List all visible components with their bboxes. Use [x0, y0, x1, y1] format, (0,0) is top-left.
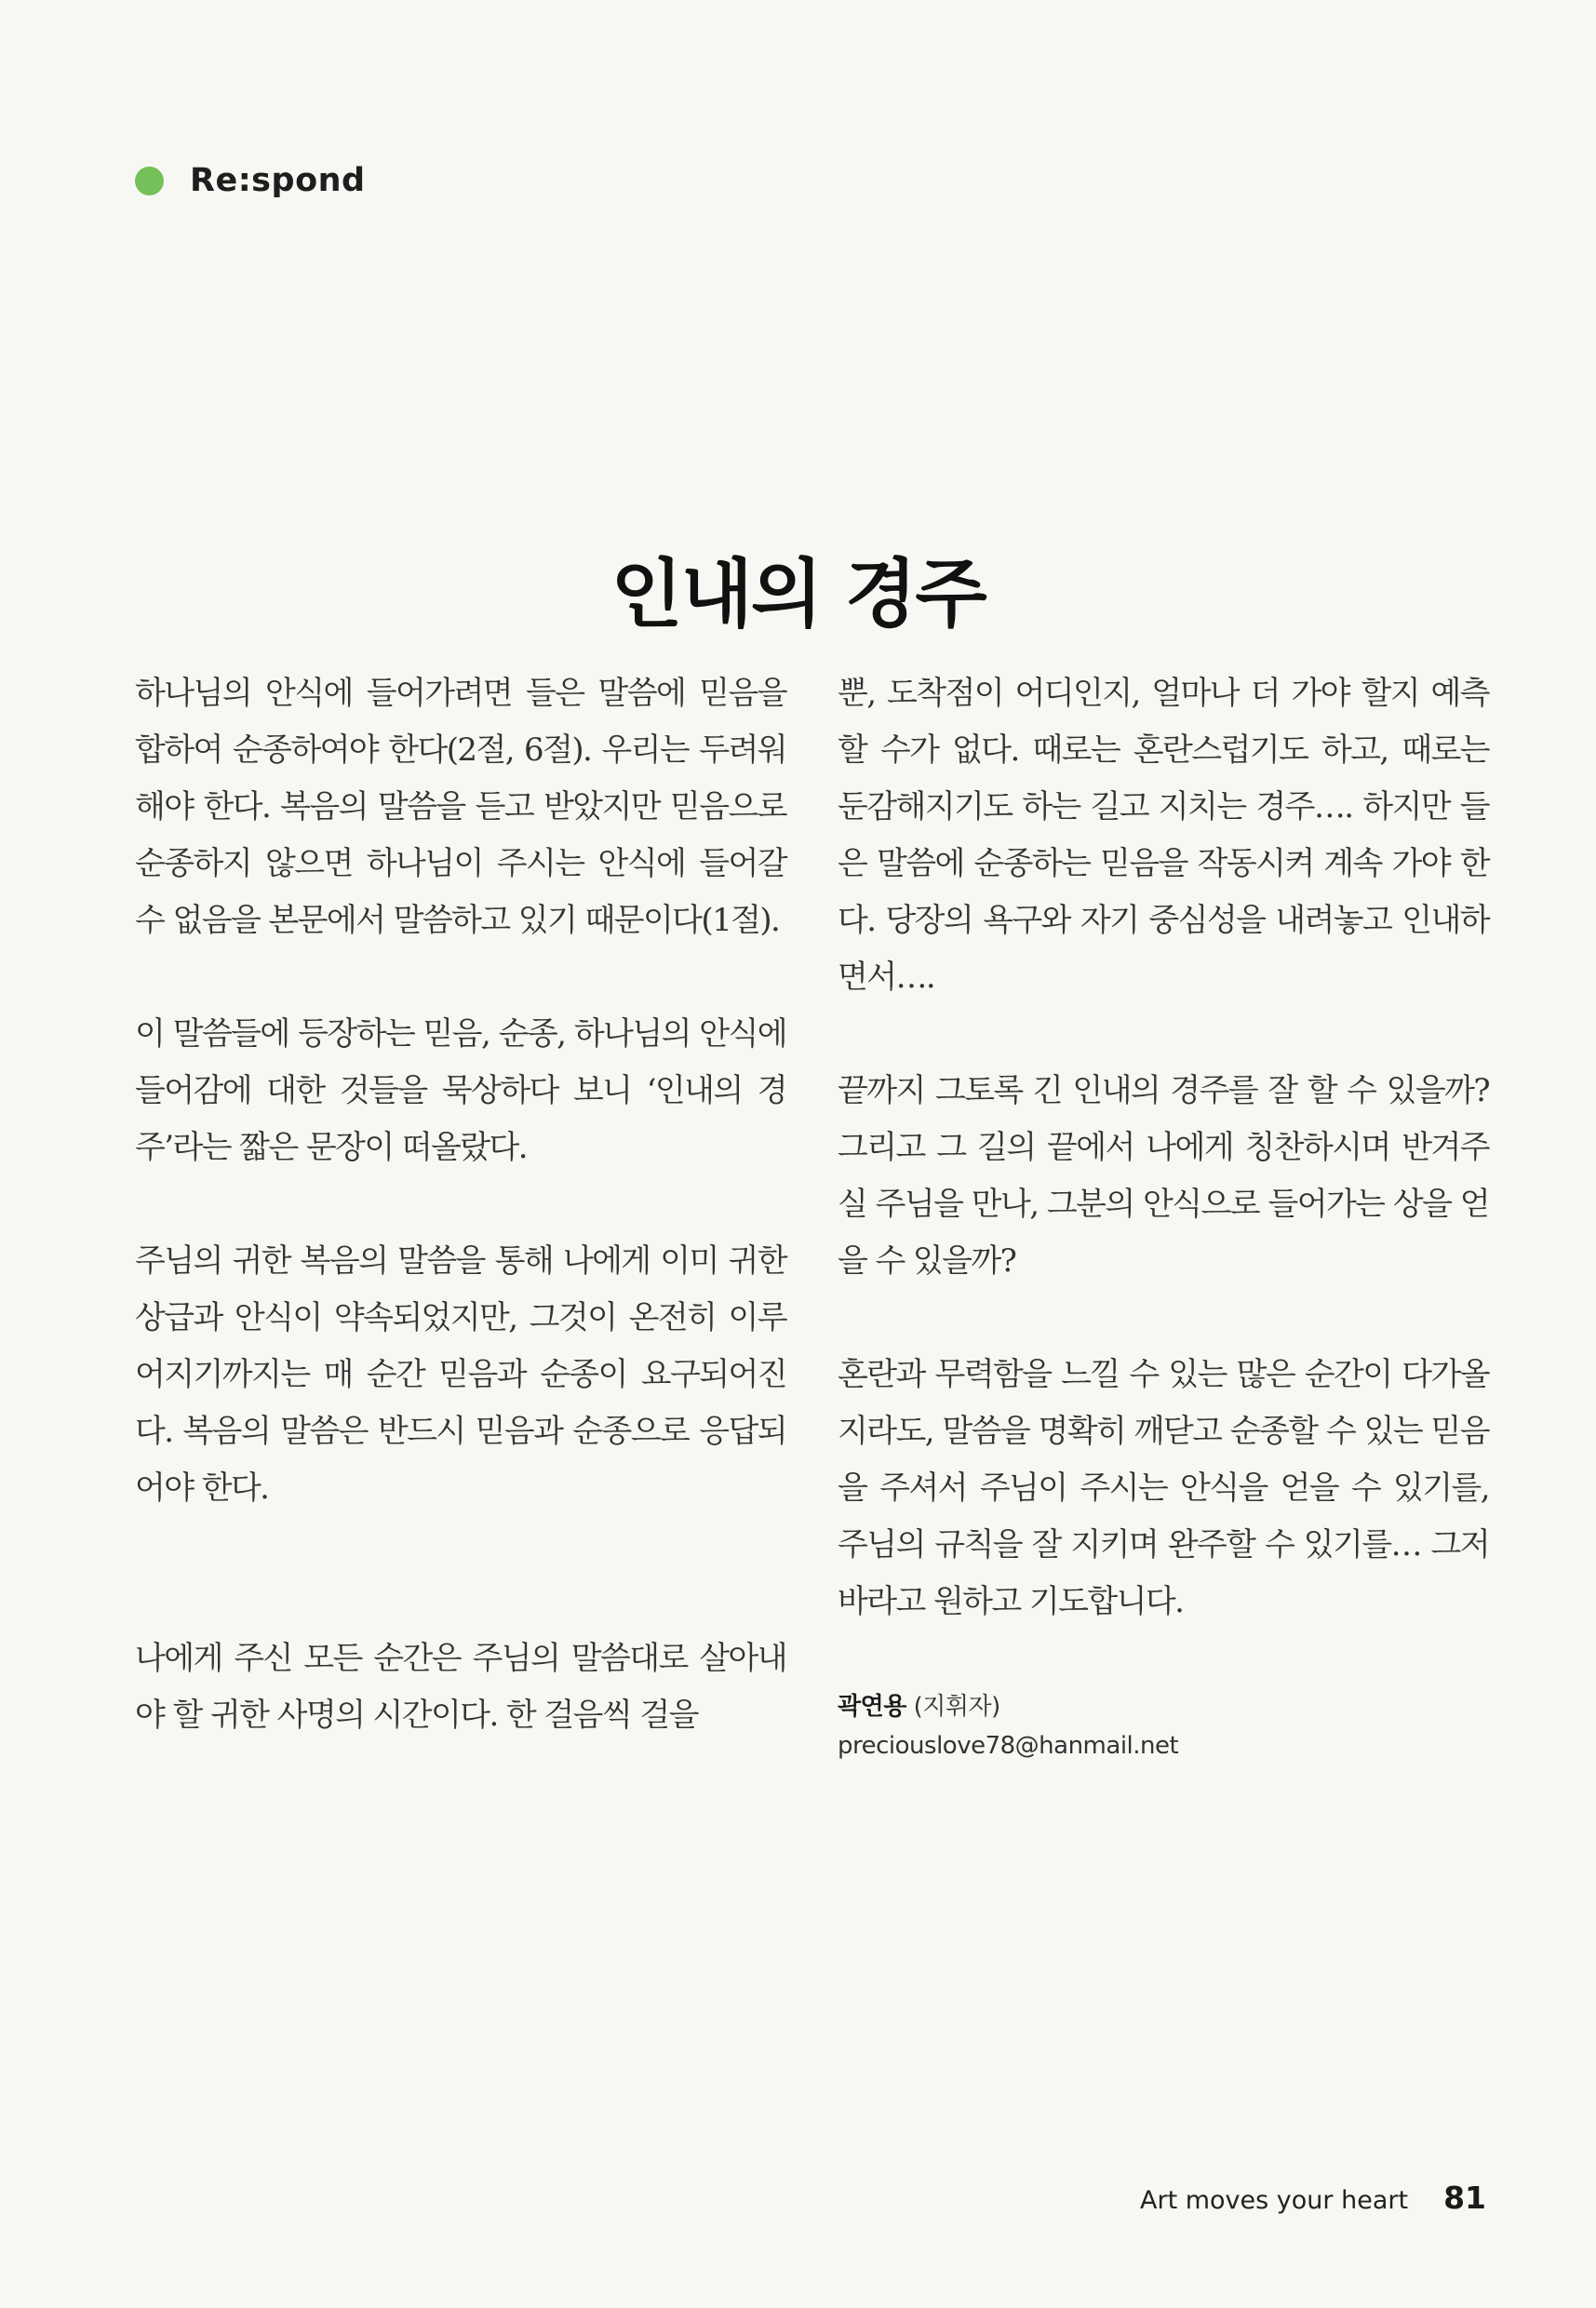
- paragraph: 혼란과 무력함을 느낄 수 있는 많은 순간이 다가올지라도, 말씀을 명확히 깨닫고 순종할 수 있는 믿음을 주셔서 주님이 주시는 안식을 얻을 수 있기를, 주님의 규칙을 잘 지키며 완주할 수 있기를… 그저 바라고 원하고 기도합니다.: [838, 1356, 1489, 1620]
- author-block: [838, 1687, 1489, 1765]
- section-header: [135, 160, 366, 201]
- footer-tagline: Art moves your heart: [1140, 2186, 1409, 2215]
- paragraph: 하나님의 안식에 들어가려면 들은 말씀에 믿음을 합하여 순종하여야 한다(2절, 6절). 우리는 두려워해야 한다. 복음의 말씀을 듣고 받았지만 믿음으로 순종하지 않으면 하나님이 주시는 안식에 들어갈 수 없음을 본문에서 말씀하고 있기 때문이다(1절).: [135, 675, 786, 939]
- right-column: [838, 665, 1489, 1765]
- section-label: Re:spond: [190, 162, 366, 199]
- paragraph: 이 말씀들에 등장하는 믿음, 순종, 하나님의 안식에 들어감에 대한 것들을 묵상하다 보니 ‘인내의 경주’라는 짧은 문장이 떠올랐다.: [135, 1015, 786, 1166]
- section-bullet-icon: [135, 167, 164, 195]
- article-title: 인내의 경주: [610, 549, 986, 637]
- author-name: 곽연용: [838, 1693, 906, 1721]
- author-role: (지휘자): [913, 1693, 1000, 1721]
- paragraph: 뿐, 도착점이 어디인지, 얼마나 더 가야 할지 예측할 수가 없다. 때로는 혼란스럽기도 하고, 때로는 둔감해지기도 하는 길고 지치는 경주…. 하지만 들은 말씀에 순종하는 믿음을 작동시켜 계속 가야 한다. 당장의 욕구와 자기 중심성을 내려놓고 인내하면서….: [838, 675, 1489, 996]
- page-footer: [1140, 2180, 1486, 2216]
- paragraph: 끝까지 그토록 긴 인내의 경주를 잘 할 수 있을까? 그리고 그 길의 끝에서 나에게 칭찬하시며 반겨주실 주님을 만나, 그분의 안식으로 들어가는 상을 얻을 수 있을까?: [838, 1072, 1489, 1280]
- paragraph: 나에게 주신 모든 순간은 주님의 말씀대로 살아내야 할 귀한 사명의 시간이다. 한 걸음씩 걸을: [135, 1640, 786, 1734]
- author-line: [838, 1687, 1489, 1726]
- paragraph: 주님의 귀한 복음의 말씀을 통해 나에게 이미 귀한 상급과 안식이 약속되었지만, 그것이 온전히 이루어지기까지는 매 순간 믿음과 순종이 요구되어진다. 복음의 말씀은 반드시 믿음과 순종으로 응답되어야 한다.: [135, 1242, 786, 1507]
- author-email: preciouslove78@hanmail.net: [838, 1732, 1179, 1760]
- left-column: [135, 665, 786, 1744]
- page-number: 81: [1443, 2180, 1486, 2216]
